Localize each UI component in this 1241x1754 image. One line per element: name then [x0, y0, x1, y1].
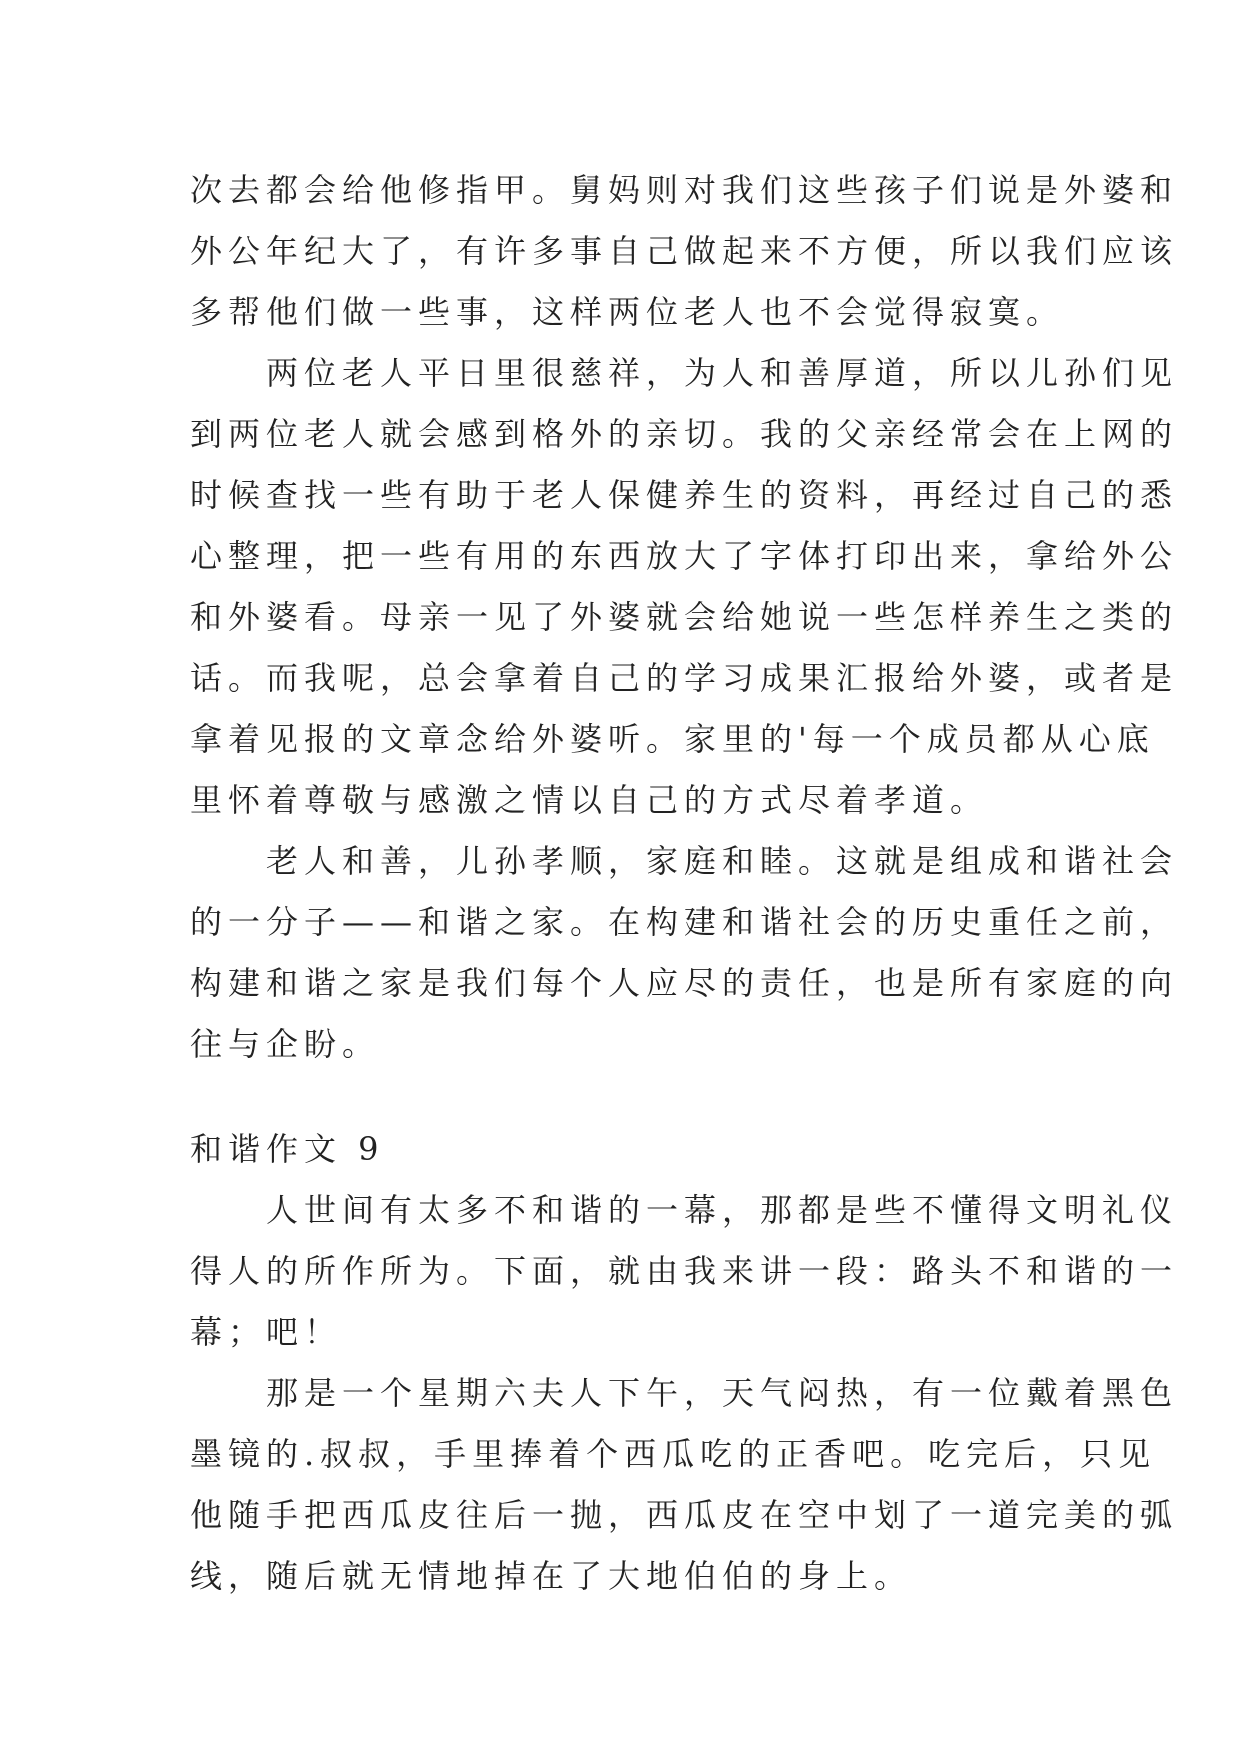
text-line: 他随手把西瓜皮往后一抛，西瓜皮在空中划了一道完美的弧	[190, 1496, 1179, 1534]
text-line: 幕；吧！	[190, 1313, 343, 1351]
section-heading: 和谐作文 9	[190, 1130, 385, 1168]
text-line: 得人的所作所为。下面，就由我来讲一段：路头不和谐的一	[190, 1252, 1179, 1290]
essay-section-1	[190, 160, 1179, 1075]
text-line: 构建和谐之家是我们每个人应尽的责任，也是所有家庭的向	[190, 964, 1179, 1002]
text-line: 线，随后就无情地掉在了大地伯伯的身上。	[190, 1557, 913, 1595]
text-line: 多帮他们做一些事，这样两位老人也不会觉得寂寞。	[190, 293, 1065, 331]
text-line: 次去都会给他修指甲。舅妈则对我们这些孩子们说是外婆和	[190, 171, 1179, 209]
text-line: 的一分子——和谐之家。在构建和谐社会的历史重任之前，	[190, 903, 1179, 941]
text-line: 老人和善，儿孙孝顺，家庭和睦。这就是组成和谐社会	[190, 842, 1179, 880]
text-line: 人世间有太多不和谐的一幕，那都是些不懂得文明礼仪	[190, 1191, 1179, 1229]
text-line: 时候查找一些有助于老人保健养生的资料，再经过自己的悉	[190, 476, 1179, 514]
text-line: 拿着见报的文章念给外婆听。家里的'每一个成员都从心底	[190, 720, 1155, 758]
document-body	[190, 160, 1179, 1607]
text-line: 那是一个星期六夫人下午，天气闷热，有一位戴着黑色	[190, 1374, 1179, 1412]
text-line: 话。而我呢，总会拿着自己的学习成果汇报给外婆，或者是	[190, 659, 1179, 697]
text-line: 里怀着尊敬与感激之情以自己的方式尽着孝道。	[190, 781, 989, 819]
text-line: 外公年纪大了，有许多事自己做起来不方便，所以我们应该	[190, 232, 1179, 270]
text-line: 和外婆看。母亲一见了外婆就会给她说一些怎样养生之类的	[190, 598, 1179, 636]
text-line: 墨镜的.叔叔，手里捧着个西瓜吃的正香吧。吃完后，只见	[190, 1435, 1157, 1473]
text-line: 两位老人平日里很慈祥，为人和善厚道，所以儿孙们见	[190, 354, 1179, 392]
text-line: 往与企盼。	[190, 1025, 381, 1063]
text-line: 心整理，把一些有用的东西放大了字体打印出来，拿给外公	[190, 537, 1179, 575]
text-line: 到两位老人就会感到格外的亲切。我的父亲经常会在上网的	[190, 415, 1179, 453]
essay-section-2	[190, 1119, 1179, 1607]
